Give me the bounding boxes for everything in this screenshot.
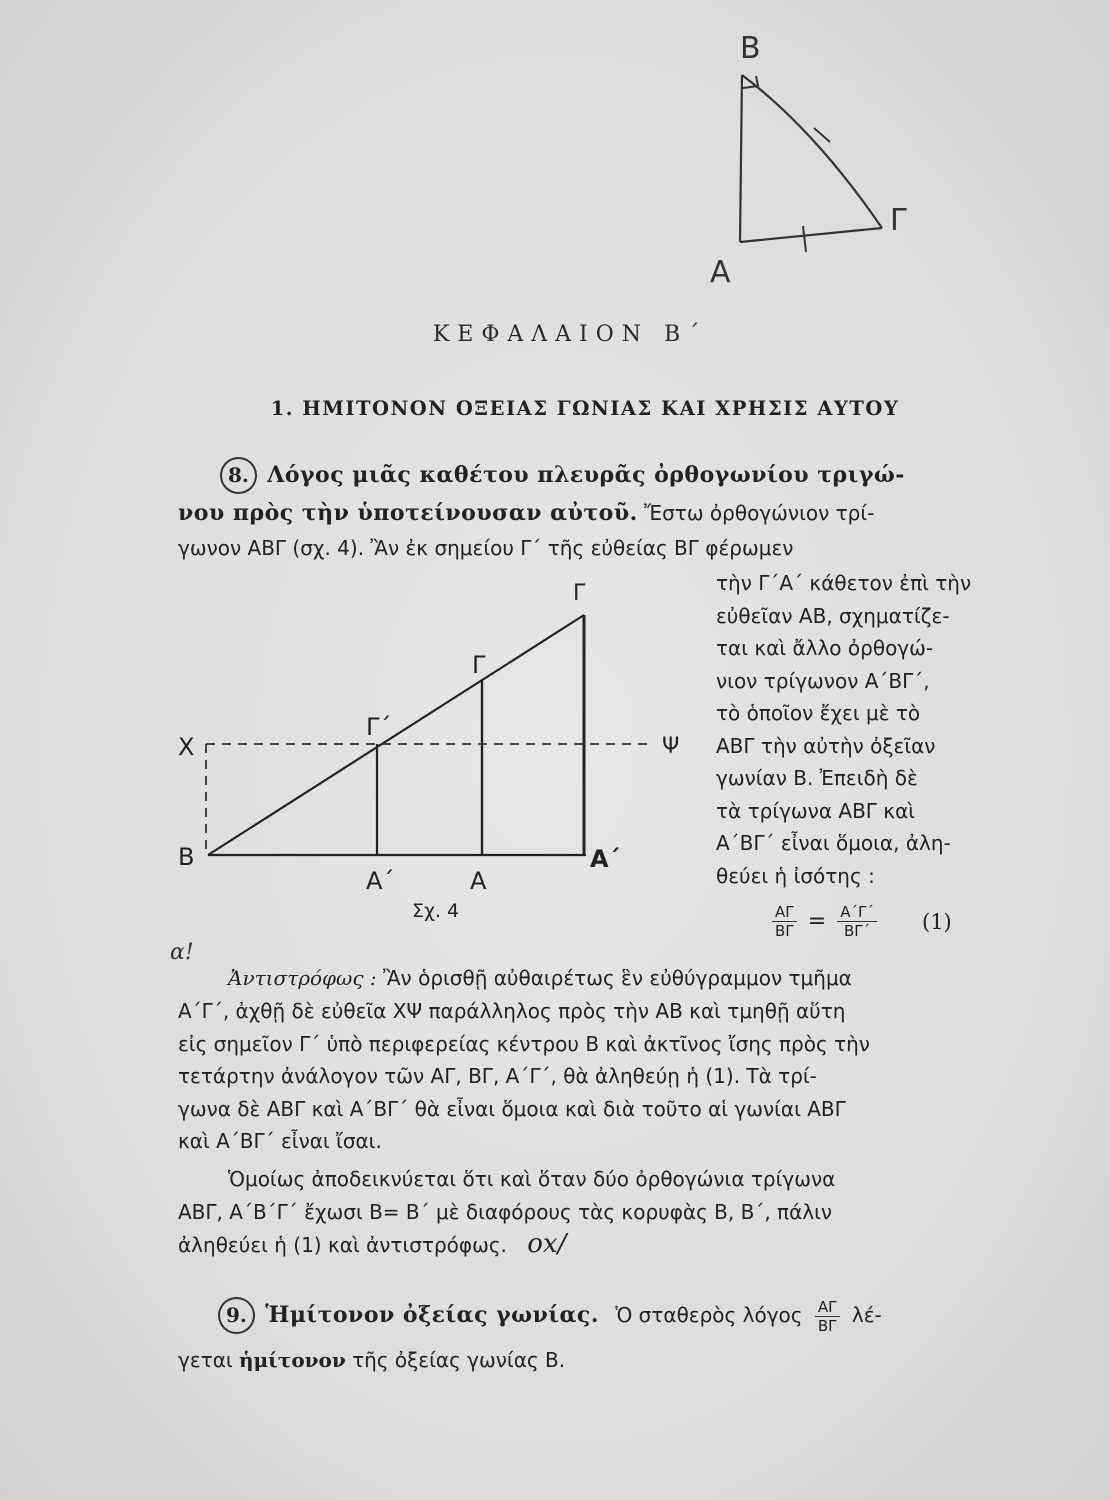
side-line: θεύει ἡ ἰσότης : [716,863,875,888]
paragraph-9-number: 9. [218,1297,255,1334]
equation-right-fraction [837,903,877,940]
similarly-line [178,1228,1008,1262]
equation-left-fraction [772,903,797,940]
eq-right-denominator: ΒΓ΄ [844,922,871,940]
side-line: τὴν Γ΄Α΄ κάθετον ἐπὶ τὴν [716,571,972,595]
paragraph-9-heading: Ἡμίτονον ὀξείας γωνίας. [265,1302,599,1328]
sketch-label-bottom: A [710,255,731,290]
paragraph-8-number: 8. [220,457,257,494]
converse-line-1 [228,962,1008,995]
eq-right-numerator: Α΄Γ΄ [837,903,877,922]
side-line: ται καὶ ἄλλο ὀρθογώ- [716,636,934,660]
p9-frac-numerator: ΑΓ [815,1298,840,1317]
eq-left-denominator: ΒΓ [775,922,794,940]
side-line: νιον τρίγωνον Α΄ΒΓ΄, [716,668,930,693]
converse-text-line1: Ἂν ὁρισθῇ αὐθαιρέτως ἓν εὐθύγραμμον τμῆμα [383,966,852,990]
equation-label: (1) [922,909,952,934]
fig-label-psi-outside: Ψ [662,734,680,759]
side-line: ΑΒΓ τὴν αὐτὴν ὀξεῖαν [716,733,936,758]
converse-line: εἰς σημεῖον Γ΄ ὑπὸ περιφερείας κέντρου Β καὶ ἀκτῖνος ἴσης πρὸς τὴν [178,1031,870,1056]
p9-line2-before: γεται [178,1348,233,1372]
fig-label-gamma-mid: Γ [472,651,486,679]
similarly-line-3: ἀληθεύει ἡ (1) καὶ ἀντιστρόφως. [178,1233,507,1257]
fig-label-alpha: Α [470,867,487,895]
equation-1 [772,903,1012,940]
sketch-hypotenuse-curve [742,75,882,228]
sketch-vertical-side [740,75,742,242]
paragraph-8-line2 [178,497,1018,530]
fig-label-beta: Β [178,843,195,871]
converse-line: Α΄Γ΄, ἀχθῇ δὲ εὐθεῖα ΧΨ παράλληλος πρὸς τὴν ΑΒ καὶ τμηθῇ αὕτη [178,999,846,1023]
side-line: γωνίαν Β. Ἐπειδὴ δὲ [716,766,918,790]
similarly-line: ΑΒΓ, Α΄Β΄Γ΄ ἔχωσι Β= Β΄ μὲ διαφόρους τὰς κορυφὰς Β, Β΄, πάλιν [178,1199,833,1224]
similarly-line: Ὁμοίως ἀποδεικνύεται ὅτι καὶ ὅταν δύο ὀρθογώνια τρίγωνα [228,1167,836,1191]
paragraph-9-line1 [218,1297,1018,1335]
sketch-base [740,228,882,242]
paragraph-8-line3: γωνον ΑΒΓ (σχ. 4). Ἂν ἐκ σημείου Γ΄ τῆς εὐθείας ΒΓ φέρωμεν [178,536,794,560]
equals-sign: = [807,909,827,934]
paragraph-9-line2 [178,1344,1008,1377]
fig-label-chi: Χ [178,733,195,761]
side-line: εὐθεῖαν ΑΒ, σχηματίζε- [716,603,950,628]
handwritten-mark-converse: α! [170,940,194,965]
paragraph-8-heading-line2: νου πρὸς τὴν ὑποτείνουσαν αὐτοῦ. [178,500,638,526]
converse-line: γωνα δὲ ΑΒΓ καὶ Α΄ΒΓ΄ θὰ εἶναι ὅμοια καὶ διὰ τοῦτο αἱ γωνίαι ΑΒΓ [178,1096,846,1121]
sketch-label-right: Γ [890,203,907,238]
handwritten-mark-similarly: ox/ [527,1229,567,1259]
fig-label-alpha-prime-right: Α΄ [590,845,620,873]
paragraph-8-side-column [716,567,1016,892]
converse-lead: Ἀντιστρόφως : [228,966,377,990]
p9-bold-term: ἡμίτονον [239,1348,346,1372]
sketch-tick-hyp [814,128,830,142]
fig-caption: Σχ. 4 [412,900,460,922]
handwritten-triangle-sketch [690,20,950,290]
side-line: Α΄ΒΓ΄ εἶναι ὅμοια, ἀλη- [716,831,951,855]
paragraph-8-heading [220,457,1020,494]
p9-frac-denominator: ΒΓ [817,1317,837,1335]
section-title: 1. ΗΜΙΤΟΝΟΝ ΟΞΕΙΑΣ ΓΩΝΙΑΣ ΚΑΙ ΧΡΗΣΙΣ ΑΥΤΟΥ [270,397,900,420]
p9-line2-after: τῆς ὀξείας γωνίας Β. [352,1348,566,1372]
fig-hypotenuse [208,615,584,855]
paragraph-9-fraction [815,1298,840,1335]
similarly-body [178,1163,1008,1262]
side-line: τὰ τρίγωνα ΑΒΓ καὶ [716,798,916,823]
side-line: τὸ ὁποῖον ἔχει μὲ τὸ [716,701,921,725]
paragraph-8-heading-line1: Λόγος μιᾶς καθέτου πλευρᾶς ὀρθογωνίου τριγώ- [267,462,905,488]
converse-line: καὶ Α΄ΒΓ΄ εἶναι ἴσαι. [178,1129,382,1153]
eq-left-numerator: ΑΓ [772,903,797,922]
sketch-tick-base [803,226,806,252]
fig-label-gamma-top: Γ [573,581,586,606]
paragraph-8-line2-tail: Ἔστω ὀρθογώνιον τρί- [644,501,875,525]
chapter-title: ΚΕΦΑΛΑΙΟΝ Β΄ [432,322,708,347]
paragraph-9-text-before: Ὁ σταθερὸς λόγος [615,1303,803,1327]
converse-body [178,995,1008,1158]
paragraph-9-text-after: λέ- [851,1303,882,1327]
fig-label-alpha-prime: Α΄ [366,867,395,895]
converse-line: τετάρτην ἀνάλογον τῶν ΑΓ, ΒΓ, Α΄Γ΄, θὰ ἀληθεύῃ ἡ (1). Τὰ τρί- [178,1064,817,1088]
fig-label-gamma-prime: Γ΄ [366,713,392,741]
figure-4 [170,575,650,935]
sketch-label-top: B [740,31,761,66]
